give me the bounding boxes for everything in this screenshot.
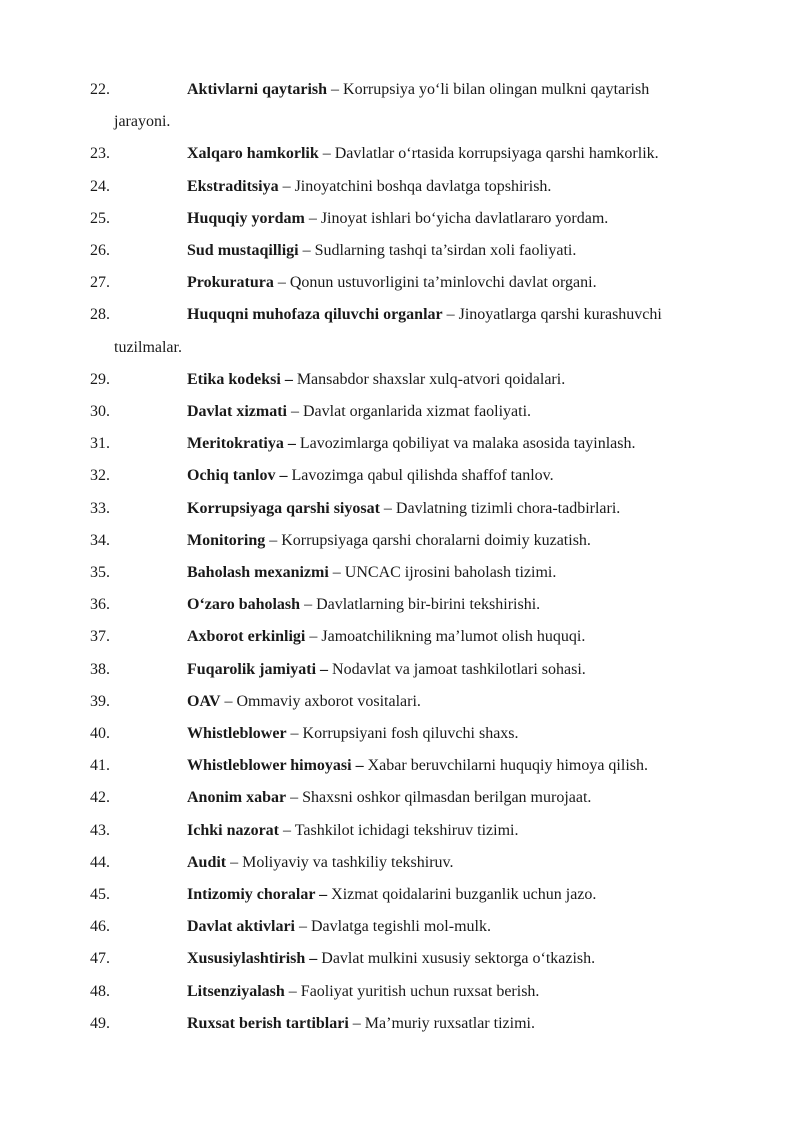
entry-body	[90, 267, 742, 299]
glossary-entry	[90, 460, 742, 492]
entry-definition: Lavozimga qabul qilishda shaffof tanlov.	[291, 467, 554, 485]
glossary-entry	[90, 589, 742, 621]
entry-definition: Mansabdor shaxslar xulq-atvori qoidalari.	[296, 370, 566, 388]
entry-body	[90, 589, 742, 621]
entry-number: 44.	[90, 853, 110, 871]
glossary-entry	[90, 1008, 742, 1040]
entry-number: 45.	[90, 886, 110, 904]
entry-body	[90, 171, 742, 203]
entry-body	[90, 654, 742, 686]
entry-dash: –	[379, 499, 396, 517]
glossary-entry	[90, 621, 742, 653]
entry-definition: Korrupsiya yo‘li bilan olingan mulkni qaytarish	[343, 81, 650, 98]
entry-body	[90, 976, 742, 1008]
entry-definition: Davlat mulkini xususiy sektorga o‘tkazish.	[321, 950, 596, 968]
entry-term: Ochiq tanlov –	[187, 467, 288, 485]
entry-body	[90, 943, 742, 975]
entry-dash: –	[327, 81, 344, 98]
glossary-entry	[90, 911, 742, 943]
entry-dash: –	[286, 789, 303, 807]
glossary-entry	[90, 750, 742, 782]
entry-body	[90, 911, 742, 943]
entry-definition: Ommaviy axborot vositalari.	[236, 692, 421, 710]
glossary-entry	[90, 879, 742, 911]
entry-definition: Xizmat qoidalarini buzganlik uchun jazo.	[331, 886, 597, 904]
entry-body	[90, 138, 742, 170]
entry-number: 48.	[90, 982, 110, 1000]
entry-definition: Jamoatchilikning ma’lumot olish huquqi.	[321, 628, 586, 646]
entry-definition: Nodavlat va jamoat tashkilotlari sohasi.	[332, 660, 586, 678]
entry-body	[90, 879, 742, 911]
entry-body	[90, 686, 742, 718]
glossary-entry	[90, 686, 742, 718]
glossary-entry	[90, 782, 742, 814]
glossary-entry	[90, 557, 742, 589]
entry-number: 27.	[90, 274, 110, 292]
entry-body	[90, 847, 742, 879]
entry-term: Meritokratiya –	[187, 435, 296, 453]
entry-definition: Davlatga tegishli mol-mulk.	[311, 918, 491, 936]
entry-term: Anonim xabar	[187, 789, 287, 807]
entry-definition: Qonun ustuvorligini ta’minlovchi davlat organi.	[289, 274, 597, 292]
entry-body	[90, 235, 742, 267]
entry-number: 34.	[90, 531, 110, 549]
entry-dash: –	[279, 821, 295, 839]
glossary-entry	[90, 654, 742, 686]
entry-dash: –	[305, 628, 322, 646]
entry-definition: Ma’muriy ruxsatlar tizimi.	[364, 1014, 535, 1032]
entry-term: Monitoring	[187, 531, 266, 549]
glossary-entry	[90, 396, 742, 428]
entry-term: Xususiylashtirish –	[187, 950, 318, 968]
entry-dash: –	[284, 982, 301, 1000]
glossary-entry	[90, 943, 742, 975]
entry-term: Davlat aktivlari	[187, 918, 295, 936]
entry-dash: –	[328, 564, 345, 582]
entry-dash: –	[286, 725, 303, 743]
entry-definition: Shaxsni oshkor qilmasdan berilgan murojaat.	[302, 789, 592, 807]
entry-number: 47.	[90, 950, 110, 968]
entry-number: 29.	[90, 370, 110, 388]
entry-body	[90, 203, 742, 235]
entry-number: 23.	[90, 145, 110, 163]
entry-body	[90, 621, 742, 653]
glossary-entry	[90, 364, 742, 396]
entry-dash: –	[348, 1014, 365, 1032]
entry-body	[90, 364, 742, 396]
entry-term: Ekstraditsiya	[187, 177, 279, 195]
entry-body	[90, 428, 742, 460]
entry-number: 31.	[90, 435, 110, 453]
entry-term: Ichki nazorat	[187, 821, 279, 839]
entry-definition: Faoliyat yuritish uchun ruxsat berish.	[300, 982, 540, 1000]
entry-definition: Jinoyatchini boshqa davlatga topshirish.	[294, 177, 552, 195]
glossary-entry	[90, 493, 742, 525]
entry-term: Davlat xizmati	[187, 403, 287, 421]
entry-definition: Davlatlar o‘rtasida korrupsiyaga qarshi hamkorlik.	[334, 145, 659, 163]
entry-body	[90, 557, 742, 589]
entry-dash: –	[295, 918, 311, 936]
glossary-entry	[90, 203, 742, 235]
entry-body	[90, 396, 742, 428]
entry-number: 42.	[90, 789, 110, 807]
entry-dash: –	[298, 242, 315, 260]
entry-term: Intizomiy choralar –	[187, 886, 328, 904]
entry-term: Sud mustaqilligi	[187, 242, 299, 260]
entry-number: 32.	[90, 467, 110, 485]
entry-body	[90, 74, 742, 106]
entry-term: OAV	[187, 692, 221, 710]
entry-term: Whistleblower himoyasi –	[187, 757, 364, 775]
entry-term: Aktivlarni qaytarish	[187, 81, 328, 98]
entry-term: Litsenziyalash	[187, 982, 285, 1000]
entry-definition: Davlat organlarida xizmat faoliyati.	[302, 403, 532, 421]
entry-definition-continuation: tuzilmalar.	[114, 338, 182, 356]
entry-definition: Moliyaviy va tashkiliy tekshiruv.	[242, 853, 454, 871]
entry-body	[90, 1008, 742, 1040]
entry-term: Whistleblower	[187, 725, 287, 743]
entry-number: 49.	[90, 1014, 110, 1032]
entry-number: 41.	[90, 757, 110, 775]
glossary-entry	[90, 267, 742, 299]
entry-dash: –	[265, 531, 282, 549]
entry-body	[90, 299, 742, 331]
glossary-entry	[90, 138, 742, 170]
entry-definition: Davlatning tizimli chora-tadbirlari.	[395, 499, 621, 517]
entry-term: Etika kodeksi –	[187, 370, 293, 388]
entry-dash: –	[300, 596, 317, 614]
entry-number: 38.	[90, 660, 110, 678]
entry-body	[90, 460, 742, 492]
entry-body	[90, 815, 742, 847]
entry-dash: –	[442, 306, 459, 324]
entry-number: 37.	[90, 628, 110, 646]
glossary-entry	[90, 976, 742, 1008]
glossary-entry	[90, 299, 742, 363]
glossary-entry	[90, 718, 742, 750]
entry-definition: Xabar beruvchilarni huquqiy himoya qilish.	[367, 757, 648, 775]
entry-term: Audit	[187, 853, 227, 871]
entry-definition-continuation: jarayoni.	[114, 113, 171, 131]
glossary-entry	[90, 171, 742, 203]
entry-number: 25.	[90, 209, 110, 227]
entry-number: 46.	[90, 918, 110, 936]
entry-number: 33.	[90, 499, 110, 517]
entry-definition: Jinoyat ishlari bo‘yicha davlatlararo yordam.	[320, 209, 609, 227]
entry-definition: UNCAC ijrosini baholash tizimi.	[344, 564, 557, 582]
entry-definition: Lavozimlarga qobiliyat va malaka asosida tayinlash.	[299, 435, 636, 453]
entry-body	[90, 525, 742, 557]
entry-term: Huquqiy yordam	[187, 209, 305, 227]
entry-dash: –	[286, 403, 303, 421]
entry-number: 35.	[90, 564, 110, 582]
entry-definition: Korrupsiyaga qarshi choralarni doimiy kuzatish.	[281, 531, 591, 549]
entry-dash: –	[278, 177, 295, 195]
entry-dash: –	[318, 145, 335, 163]
glossary-entry	[90, 815, 742, 847]
entry-number: 30.	[90, 403, 110, 421]
glossary-entry	[90, 235, 742, 267]
entry-term: Xalqaro hamkorlik	[187, 145, 319, 163]
entry-definition: Davlatlarning bir-birini tekshirishi.	[316, 596, 541, 614]
glossary-entry	[90, 525, 742, 557]
entry-body	[90, 493, 742, 525]
entry-body	[90, 782, 742, 814]
entry-number: 24.	[90, 177, 110, 195]
entry-term: Prokuratura	[187, 274, 274, 292]
entry-dash: –	[226, 853, 243, 871]
entry-body	[90, 750, 742, 782]
entry-definition: Tashkilot ichidagi tekshiruv tizimi.	[294, 821, 519, 839]
entry-definition: Sudlarning tashqi ta’sirdan xoli faoliyati.	[314, 242, 577, 260]
glossary-entry	[90, 428, 742, 460]
entry-term: Ruxsat berish tartiblari	[187, 1014, 349, 1032]
entry-number: 36.	[90, 596, 110, 614]
entry-term: Axborot erkinligi	[187, 628, 306, 646]
entry-term: Fuqarolik jamiyati –	[187, 660, 329, 678]
entry-dash: –	[220, 692, 237, 710]
entry-definition: Jinoyatlarga qarshi kurashuvchi	[458, 306, 662, 324]
glossary-entry	[90, 847, 742, 879]
entry-term: Baholash mexanizmi	[187, 564, 329, 582]
entry-term: Huquqni muhofaza qiluvchi organlar	[187, 306, 443, 324]
glossary-list	[90, 74, 742, 1040]
entry-number: 22.	[90, 81, 110, 98]
entry-number: 43.	[90, 821, 110, 839]
entry-body	[90, 718, 742, 750]
entry-dash: –	[273, 274, 290, 292]
entry-number: 26.	[90, 242, 110, 260]
glossary-entry	[90, 74, 742, 138]
entry-number: 28.	[90, 306, 110, 324]
entry-dash: –	[304, 209, 321, 227]
entry-definition: Korrupsiyani fosh qiluvchi shaxs.	[302, 725, 519, 743]
entry-number: 40.	[90, 725, 110, 743]
entry-term: Korrupsiyaga qarshi siyosat	[187, 499, 380, 517]
entry-number: 39.	[90, 692, 110, 710]
entry-term: O‘zaro baholash	[187, 596, 301, 614]
